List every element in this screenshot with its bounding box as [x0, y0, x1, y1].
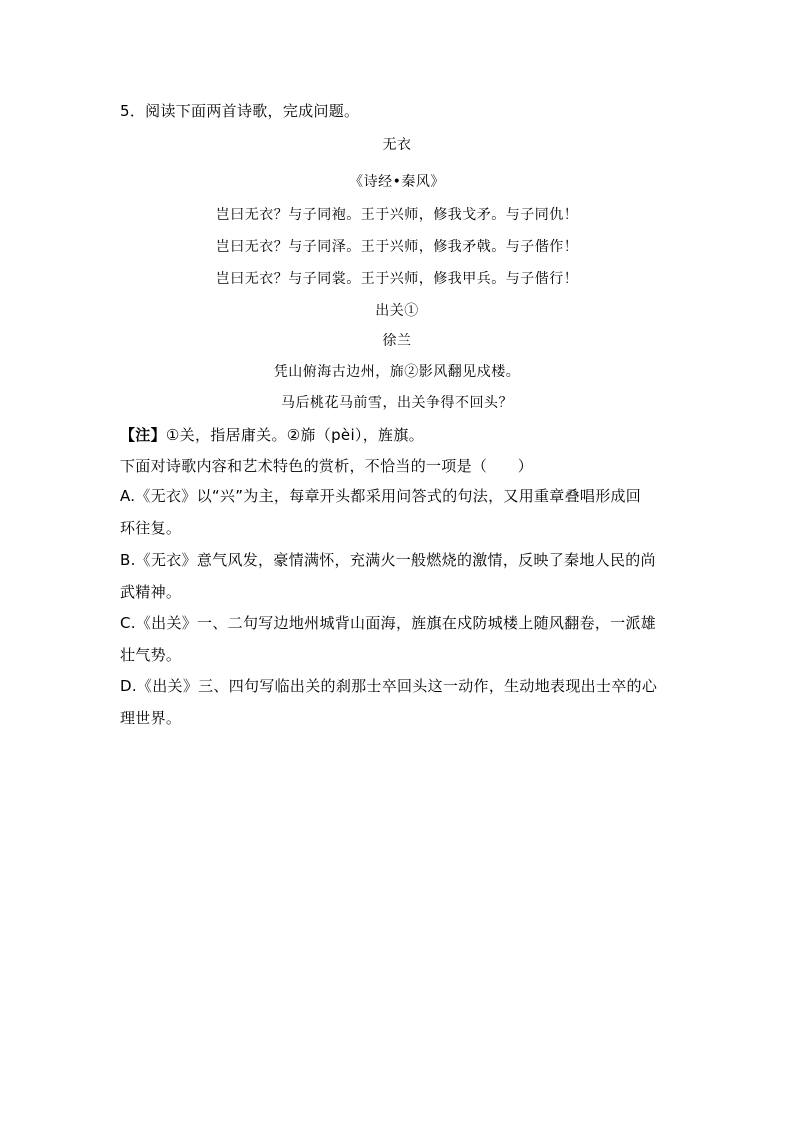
option-a-line2: 环往复。 [120, 519, 182, 537]
poem2-line: 马后桃花马前雪，出关争得不回头？ [281, 395, 513, 411]
option-d-line2: 理世界。 [120, 709, 182, 727]
poem1-title: 无衣 [382, 137, 412, 153]
question-prompt: 下面对诗歌内容和艺术特色的赏析，不恰当的一项是（ ） [120, 457, 534, 475]
poem1-line: 岂曰无衣？与子同裳。王于兴师，修我甲兵。与子偕行！ [215, 271, 579, 287]
option-b-line2: 武精神。 [120, 583, 182, 601]
poem2-title: 出关① [375, 303, 419, 319]
poem1-line: 岂曰无衣？与子同泽。王于兴师，修我矛戟。与子偕作！ [215, 239, 579, 255]
option-d-line1: D.《出关》三、四句写临出关的刹那士卒回头这一动作，生动地表现出士卒的心 [120, 677, 658, 695]
poem2-author: 徐兰 [382, 333, 412, 349]
note [120, 428, 424, 443]
note-tag: 【注】 [120, 426, 166, 444]
option-b-line1: B.《无衣》意气风发，豪情满怀，充满火一般燃烧的激情，反映了秦地人民的尚 [120, 551, 656, 569]
option-c-line2: 壮气势。 [120, 646, 182, 664]
option-c-line1: C.《出关》一、二句写边地州城背山面海，旌旗在戍防城楼上随风翻卷，一派雄 [120, 614, 657, 632]
option-a-line1: A.《无衣》以“兴”为主，每章开头都采用问答式的句法，又用重章叠唱形成回 [120, 487, 642, 505]
poem1-line: 岂曰无衣？与子同袍。王于兴师，修我戈矛。与子同仇！ [215, 207, 579, 223]
poem2-line: 凭山俯海古边州，旆②影风翻见戍楼。 [273, 364, 521, 380]
poem1-source: 《诗经•秦风》 [349, 174, 445, 190]
question-header: 5．阅读下面两首诗歌，完成问题。 [120, 102, 360, 120]
note-text: ①关，指居庸关。②旆（pèi），旌旗。 [165, 426, 424, 444]
